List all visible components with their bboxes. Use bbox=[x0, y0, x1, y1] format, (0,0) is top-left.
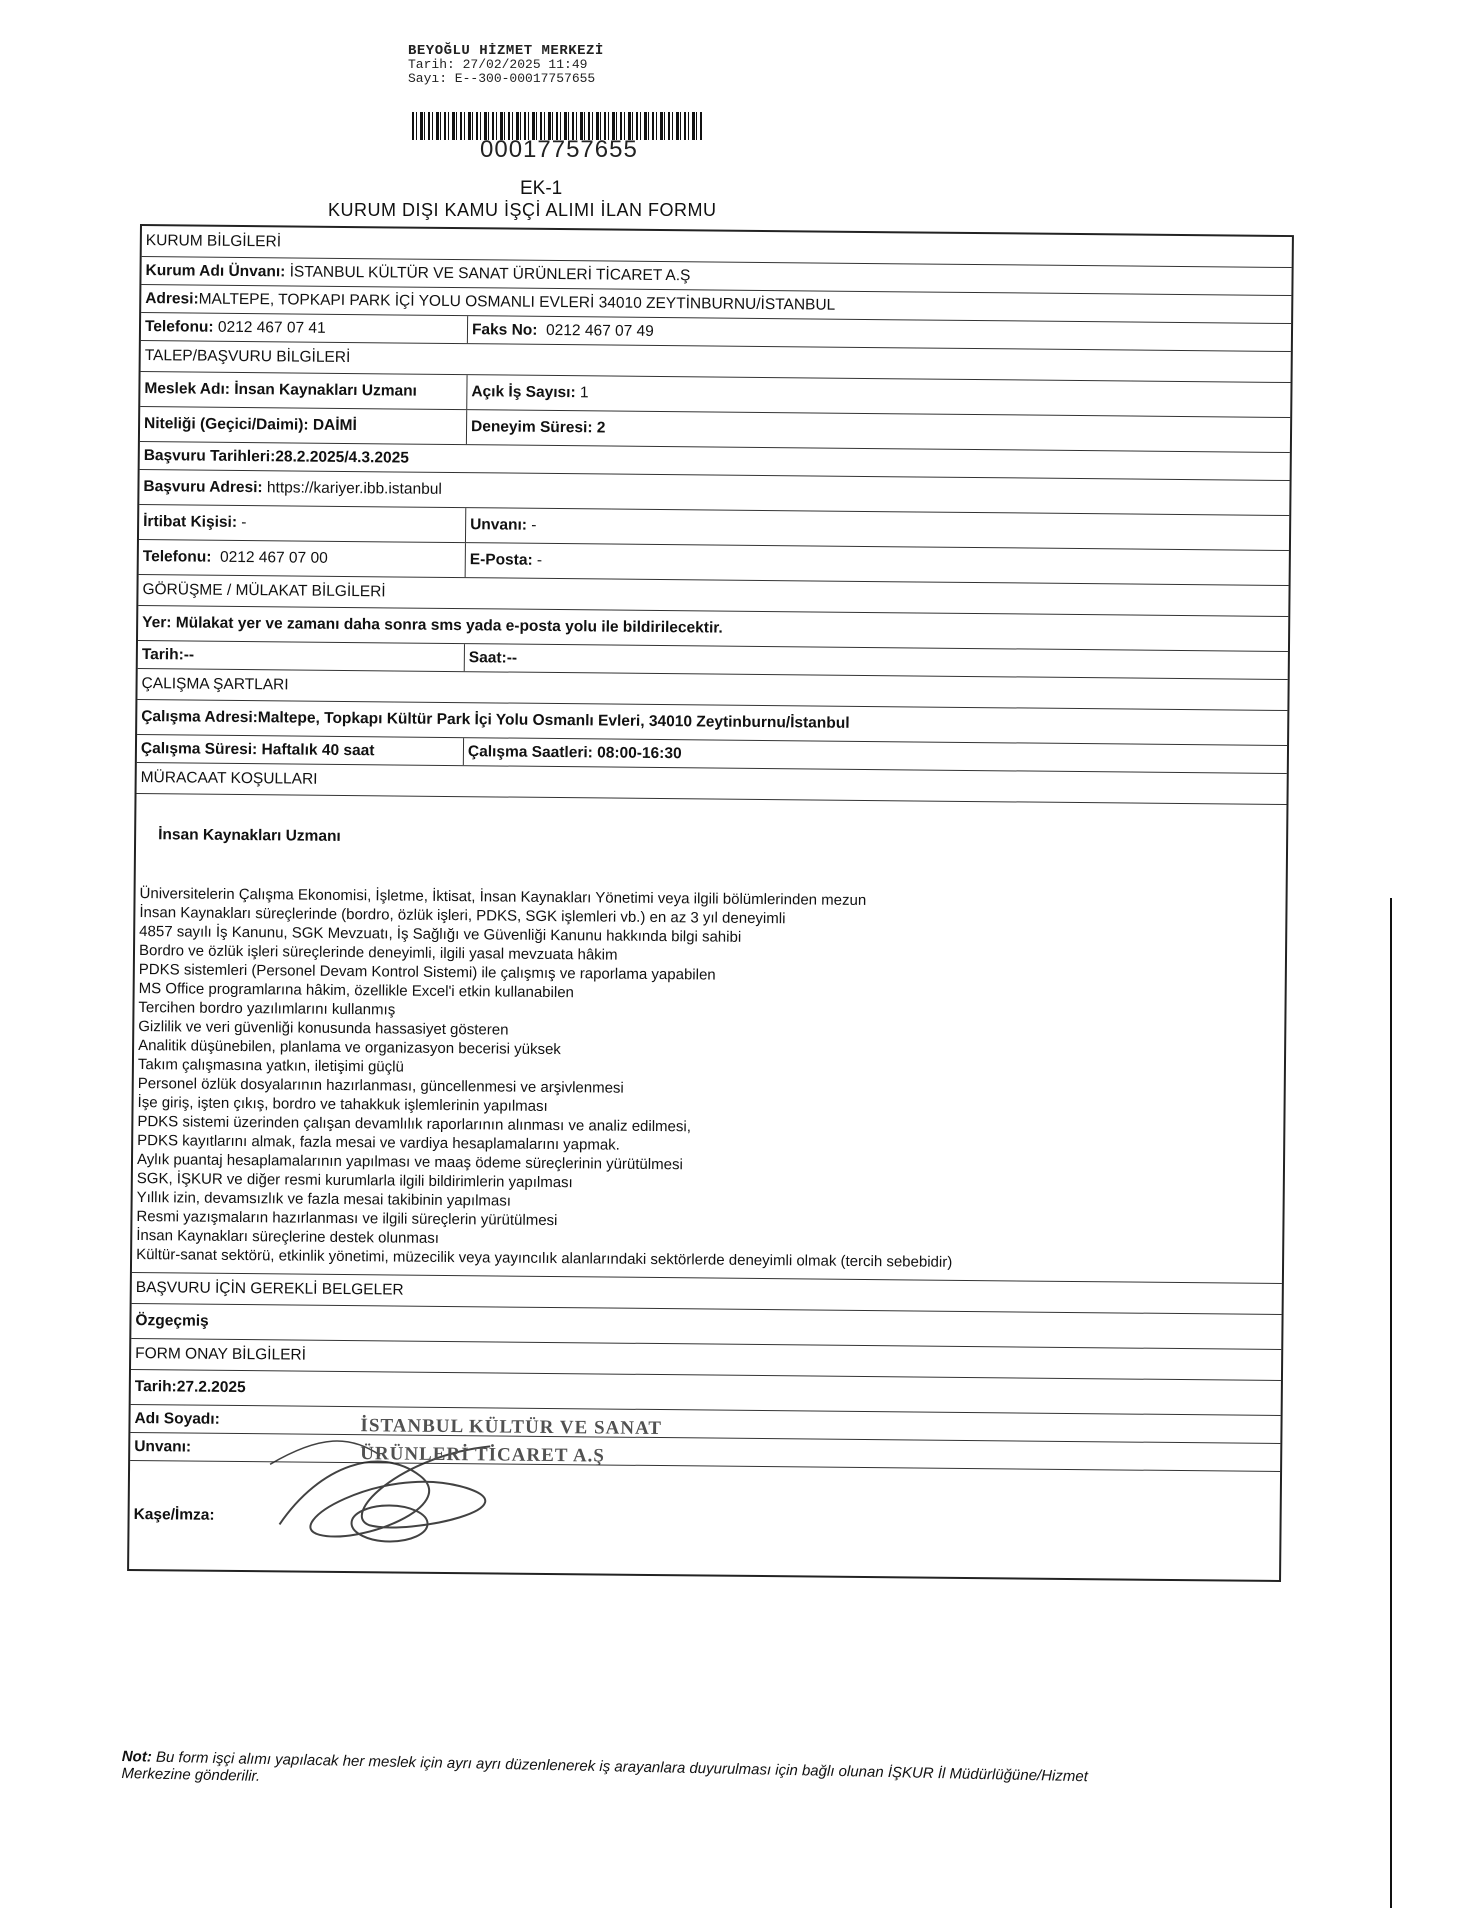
requirement-item: Personel özlük dosyalarının hazırlanması, güncellenmesi ve arşivlenmesi bbox=[137, 1075, 624, 1097]
approval-name: Adı Soyadı: bbox=[134, 1409, 220, 1428]
note-label: Not: bbox=[121, 1748, 152, 1766]
interview-date: Tarih:-- bbox=[138, 641, 465, 671]
field-label: Başvuru Adresi: bbox=[143, 478, 263, 497]
field-label: Unvanı: bbox=[470, 516, 528, 534]
barcode-number: 00017757655 bbox=[480, 136, 638, 163]
form-container bbox=[127, 224, 1300, 1582]
section-title: FORM ONAY BİLGİLERİ bbox=[135, 1345, 307, 1364]
field-label: Telefonu: bbox=[142, 548, 212, 566]
section-title: GÖRÜŞME / MÜLAKAT BİLGİLERİ bbox=[142, 581, 386, 601]
field-value: - bbox=[241, 513, 247, 532]
field-label: Niteliği (Geçici/Daimi): bbox=[144, 415, 309, 434]
field-value: 28.2.2025/4.3.2025 bbox=[275, 447, 409, 467]
field-label: Faks No: bbox=[471, 320, 538, 339]
requirement-item: Aylık puantaj hesaplamalarının yapılması ve maaş ödeme süreçlerinin yürütülmesi bbox=[136, 1151, 683, 1174]
field-value: - bbox=[531, 516, 537, 534]
work-duration: Çalışma Süresi: Haftalık 40 saat bbox=[137, 735, 464, 765]
requirement-item: Gizlilik ve veri güvenliği konusunda hassasiyet gösteren bbox=[138, 1018, 509, 1039]
requirement-item: İnsan Kaynakları süreçlerinde (bordro, özlük işleri, PDKS, SGK işlemleri vb.) en az 3 yıl deneyimli bbox=[139, 904, 786, 928]
seal-text: İSTANBUL KÜLTÜR VE SANAT bbox=[360, 1415, 663, 1440]
field-value: 1 bbox=[579, 384, 589, 402]
requirements-list bbox=[136, 884, 1282, 1275]
work-hours: Çalışma Saatleri: 08:00-16:30 bbox=[467, 742, 682, 762]
field-value: - bbox=[536, 551, 543, 569]
requirement-item: İnsan Kaynakları süreçlerine destek olunması bbox=[136, 1227, 440, 1247]
field-value: https://kariyer.ibb.istanbul bbox=[266, 479, 442, 498]
requirement-item: Üniversitelerin Çalışma Ekonomisi, İşletme, İktisat, İnsan Kaynakları Yönetimi veya ilgili bölümlerinden mezun bbox=[139, 885, 867, 910]
requirement-item: Takım çalışmasına yatkın, iletişimi güçlü bbox=[137, 1056, 404, 1076]
field-label: E-Posta: bbox=[469, 551, 533, 569]
seal-text: ÜRÜNLERİ TİCARET A.Ş bbox=[360, 1443, 606, 1467]
footnote bbox=[121, 1748, 1121, 1803]
form-title: KURUM DIŞI KAMU İŞÇİ ALIMI İLAN FORMU bbox=[328, 200, 717, 220]
interview-place: Yer: Mülakat yer ve zamanı daha sonra sms yada e-posta yolu ile bildirilecektir. bbox=[142, 614, 723, 637]
requirements-block bbox=[132, 794, 1287, 1284]
approval-title: Unvanı: bbox=[134, 1437, 192, 1456]
form-table bbox=[127, 224, 1294, 1582]
field-value: MALTEPE, TOPKAPI PARK İÇİ YOLU OSMANLI EVLERİ 34010 ZEYTİNBURNU/İSTANBUL bbox=[198, 290, 836, 314]
stamp-label: Kaşe/İmza: bbox=[133, 1505, 215, 1524]
requirement-item: Bordro ve özlük işleri süreçlerinde deneyimli, ilgili yasal mevzuata hâkim bbox=[138, 942, 618, 964]
field-label: Meslek Adı: bbox=[144, 380, 231, 398]
approval-date: Tarih:27.2.2025 bbox=[134, 1378, 246, 1397]
field-label: Başvuru Tarihleri: bbox=[143, 446, 276, 465]
field-value: 2 bbox=[596, 419, 606, 437]
scan-edge-line bbox=[1390, 898, 1392, 1908]
company-seal bbox=[259, 1404, 671, 1568]
field-label: Adresi: bbox=[145, 289, 199, 308]
requirement-item: Tercihen bordro yazılımlarını kullanmış bbox=[138, 999, 396, 1019]
work-address: Çalışma Adresi:Maltepe, Topkapı Kültür Park İçi Yolu Osmanlı Evleri, 34010 Zeytinburnu/İstanbul bbox=[141, 708, 850, 732]
requirement-item: Analitik düşünebilen, planlama ve organizasyon becerisi yüksek bbox=[138, 1037, 561, 1059]
requirement-item: PDKS sistemi üzerinden çalışan devamlılık raporlarının alınması ve analiz edilmesi, bbox=[137, 1113, 692, 1136]
field-label: Telefonu: bbox=[144, 317, 214, 336]
document-item: Özgeçmiş bbox=[135, 1312, 209, 1330]
field-value: 0212 467 07 41 bbox=[217, 318, 326, 337]
annex-label: EK-1 bbox=[520, 178, 563, 199]
requirement-item: Kültür-sanat sektörü, etkinlik yönetimi, müzecilik veya yayıncılık alanlarındaki sektörlerde deneyimli olmak (tercih sebebidir) bbox=[136, 1246, 953, 1271]
note-text: Bu form işçi alımı yapılacak her meslek için ayrı ayrı düzenlenerek iş arayanlara duyurulması için bağlı olunan İŞKUR İl Müdürlüğüne/Hizmet Merkezine gönderilir. bbox=[121, 1748, 1089, 1786]
field-label: Kurum Adı Ünvanı: bbox=[145, 261, 286, 280]
section-title: TALEP/BAŞVURU BİLGİLERİ bbox=[144, 347, 351, 367]
requirement-item: PDKS sistemleri (Personel Devam Kontrol Sistemi) ile çalışmış ve raporlama yapabilen bbox=[138, 961, 716, 984]
office-name: BEYOĞLU HİZMET MERKEZİ bbox=[408, 43, 604, 59]
field-label: Açık İş Sayısı: bbox=[471, 383, 576, 402]
field-value: İnsan Kaynakları Uzmanı bbox=[234, 380, 417, 400]
requirement-item: MS Office programlarına hâkim, özellikle Excel'i etkin kullanabilen bbox=[138, 980, 575, 1002]
requirement-item: Resmi yazışmaların hazırlanması ve ilgili süreçlerin yürütülmesi bbox=[136, 1208, 558, 1230]
section-title: KURUM BİLGİLERİ bbox=[145, 232, 282, 251]
interview-time: Saat:-- bbox=[468, 648, 518, 667]
requirement-item: 4857 sayılı İş Kanunu, SGK Mevzuatı, İş Sağlığı ve Güvenliği Kanunu hakkında bilgi sahibi bbox=[139, 923, 742, 946]
field-label: İrtibat Kişisi: bbox=[143, 513, 238, 531]
field-value: DAİMİ bbox=[312, 416, 357, 435]
field-value: 0212 467 07 00 bbox=[219, 548, 328, 567]
section-title: MÜRACAAT KOŞULLARI bbox=[140, 769, 318, 788]
requirement-item: İşe giriş, işten çıkış, bordro ve tahakkuk işlemlerinin yapılması bbox=[137, 1094, 548, 1115]
field-label: Deneyim Süresi: bbox=[470, 418, 593, 437]
position-title: İnsan Kaynakları Uzmanı bbox=[158, 826, 341, 845]
field-value: 0212 467 07 49 bbox=[546, 321, 654, 340]
registry-date: Tarih: 27/02/2025 11:49 bbox=[408, 57, 588, 72]
registry-stamp bbox=[408, 44, 708, 86]
section-title: BAŞVURU İÇİN GEREKLİ BELGELER bbox=[135, 1279, 404, 1299]
requirement-item: SGK, İŞKUR ve diğer resmi kurumlarla ilgili bildirimlerin yapılması bbox=[136, 1170, 573, 1192]
section-title: ÇALIŞMA ŞARTLARI bbox=[141, 675, 289, 694]
registry-number: Sayı: E--300-00017757655 bbox=[408, 71, 596, 86]
requirement-item: PDKS kayıtlarını almak, fazla mesai ve vardiya hesaplamalarını yapmak. bbox=[137, 1132, 620, 1154]
requirement-item: Yıllık izin, devamsızlık ve fazla mesai takibinin yapılması bbox=[136, 1189, 512, 1210]
field-value: İSTANBUL KÜLTÜR VE SANAT ÜRÜNLERİ TİCARET A.Ş bbox=[289, 262, 691, 284]
